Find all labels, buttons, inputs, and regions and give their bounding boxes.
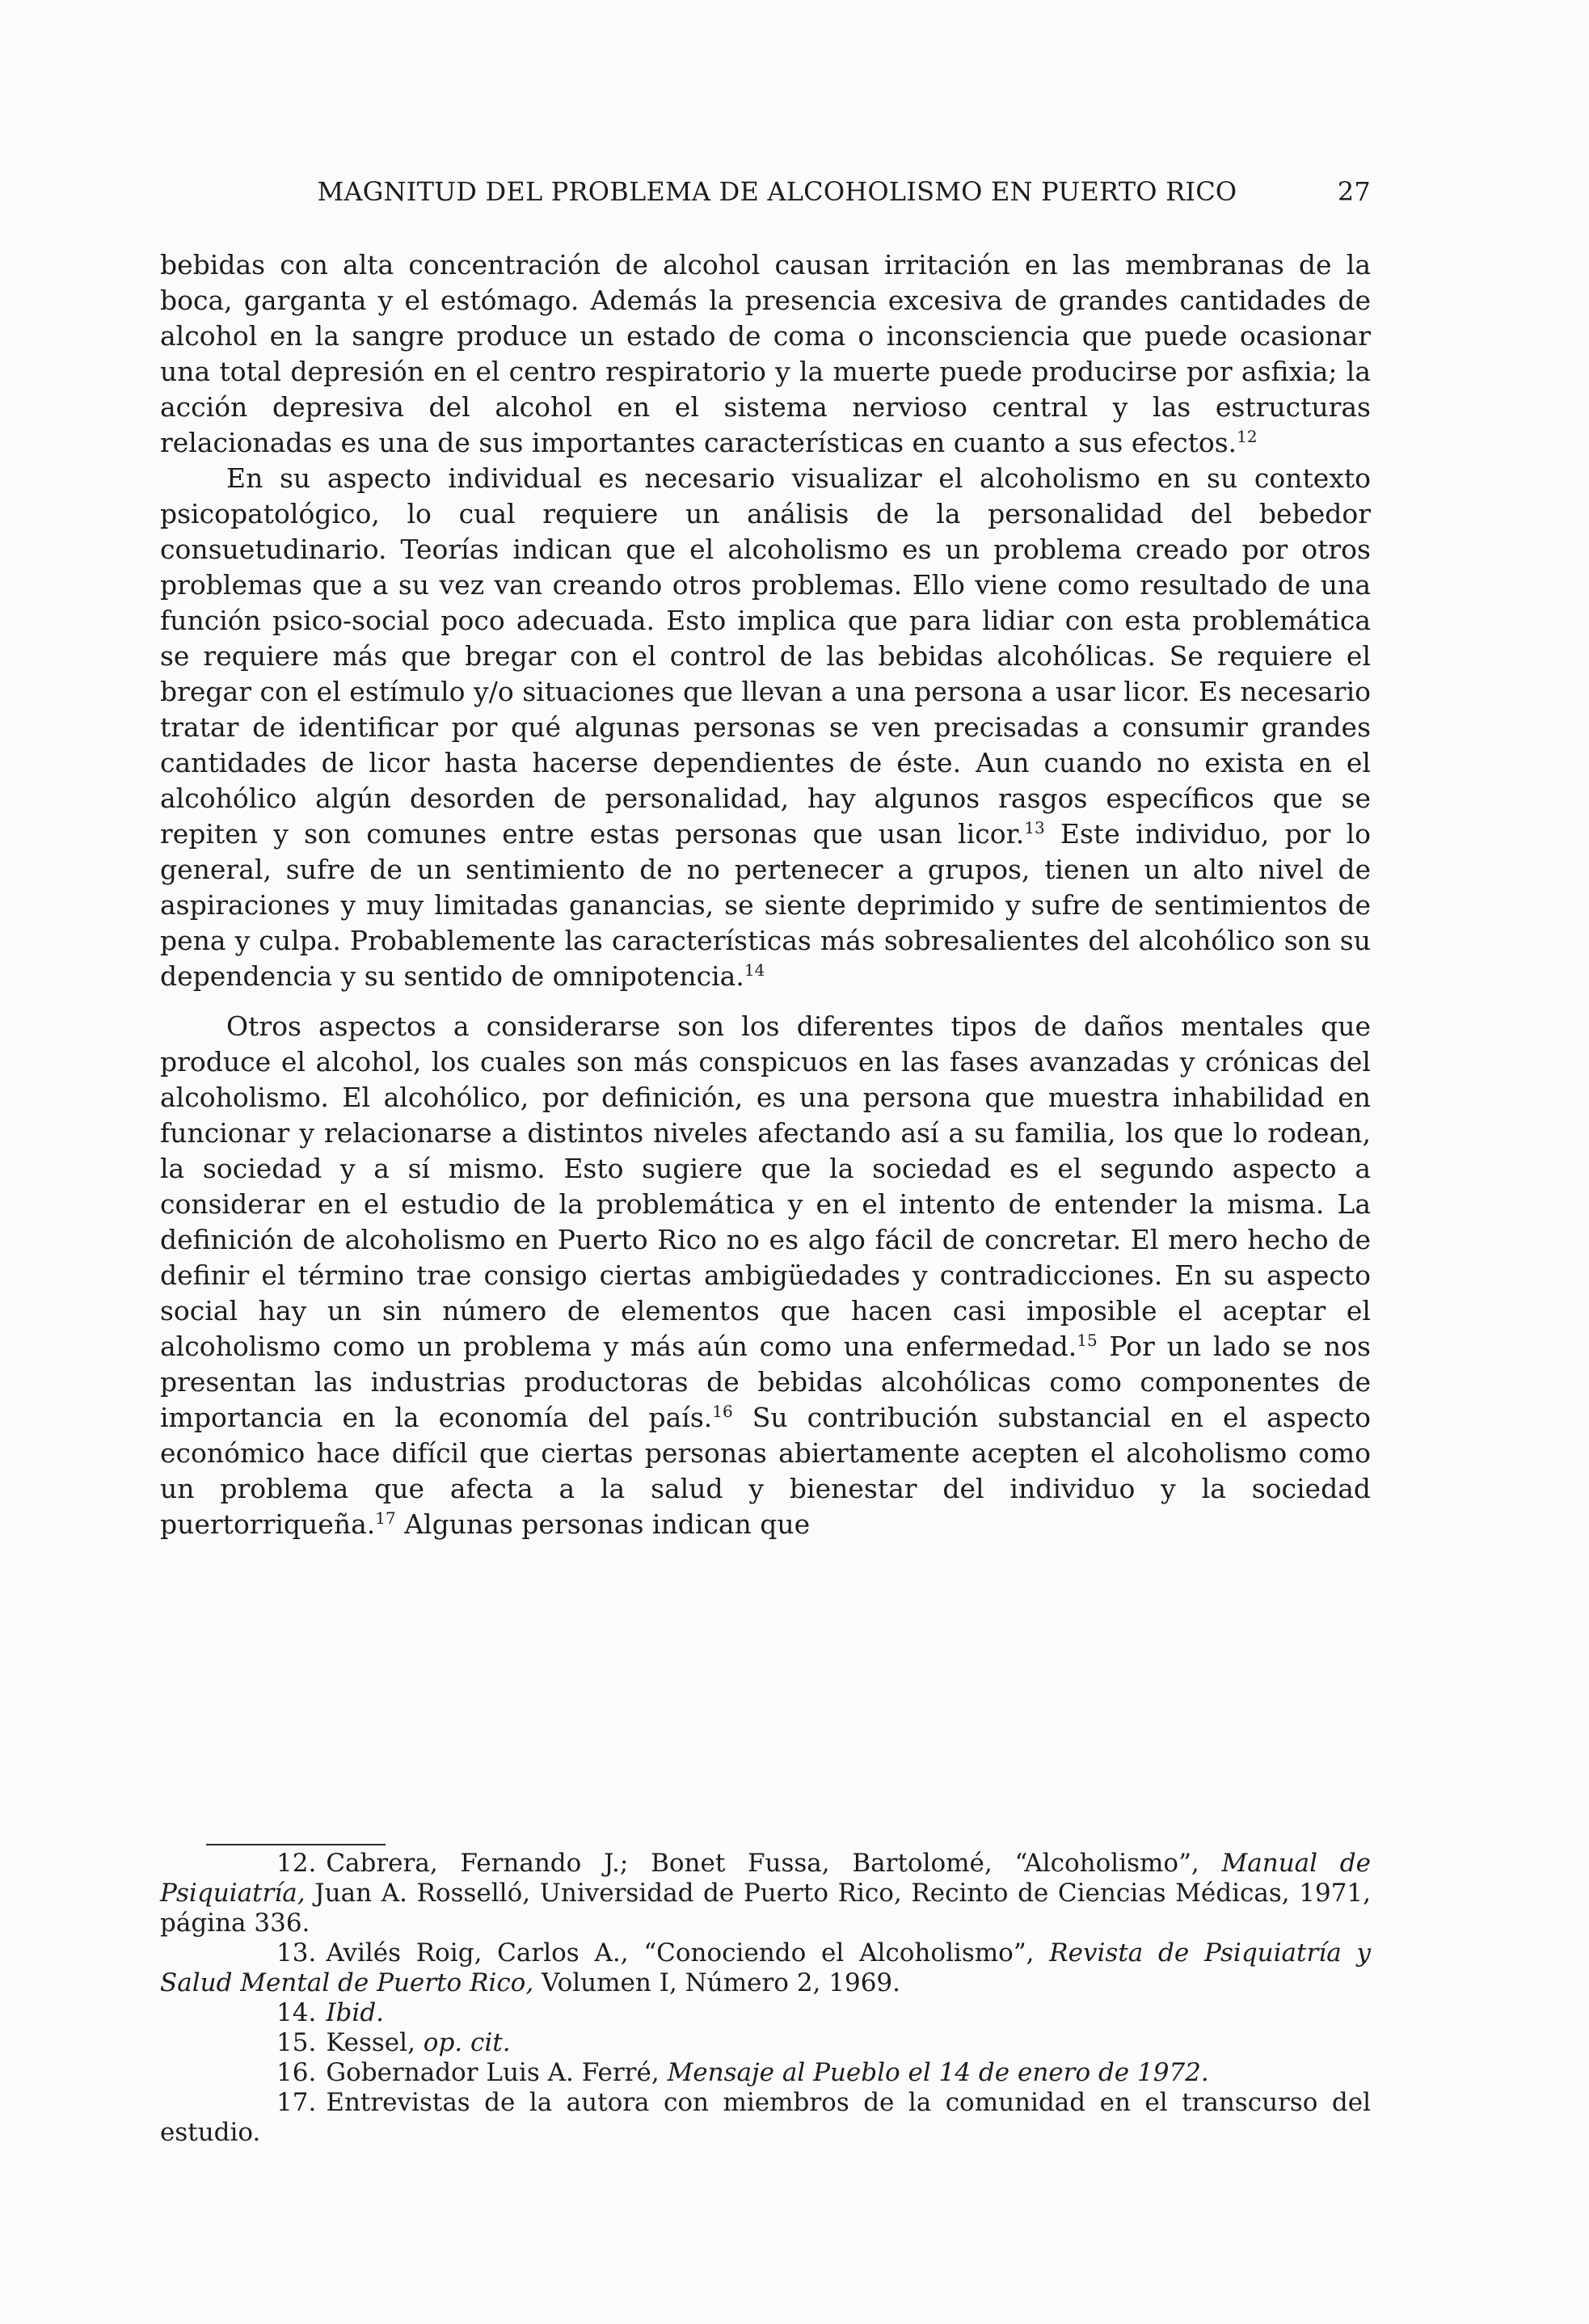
paragraph-2: [160, 461, 1371, 994]
footnote-number: 14.: [276, 1998, 317, 2027]
footnote-ref-16: 16: [712, 1402, 733, 1421]
footnote-ref-15: 15: [1077, 1331, 1098, 1350]
paragraph-2-text-a: En su aspecto individual es necesario visualizar el alcoholismo en su contexto psicopatológico, lo cual requiere un análisis de la personalidad del bebedor consuetudinario. Teorías indican que el alcoholismo es un problema creado por otros problemas que a su vez van creando otros problemas. Ello viene como resultado de una función psico-social poco adecuada. Esto implica que para lidiar con esta problemática se requiere más que bregar con el control de las bebidas alcohólicas. Se requiere el bregar con el estímulo y/o situaciones que llevan a una persona a usar licor. Es necesario tratar de identificar por qué algunas personas se ven precisadas a consumir grandes cantidades de licor hasta hacerse dependientes de éste. Aun cuando no exista en el alcohólico algún desorden de personalidad, hay algunos rasgos específicos que se repiten y son comunes entre estas personas que usan licor.: [160, 462, 1371, 850]
footnote-number: 16.: [276, 2058, 317, 2087]
running-head-title: MAGNITUD DEL PROBLEMA DE ALCOHOLISMO EN PUERTO RICO: [317, 176, 1237, 207]
footnote-number: 17.: [276, 2088, 317, 2117]
footnote-text: Kessel,: [326, 2028, 424, 2057]
page-number: 27: [1337, 176, 1371, 207]
footnote-title: Revista de Psiquiatría y Salud Mental de Puerto Rico,: [160, 1938, 1371, 1997]
footnote-number: 12.: [276, 1849, 317, 1878]
footnote-text-end: Juan A. Rosselló, Universidad de Puerto Rico, Recinto de Ciencias Médicas, 1971, página 336.: [160, 1879, 1371, 1938]
paragraph-3-text-a: Otros aspectos a considerarse son los diferentes tipos de daños mentales que produce el alcohol, los cuales son más conspicuos en las fases avanzadas y crónicas del alcoholismo. El alcohólico, por definición, es una persona que muestra inhabilidad en funcionar y relacionarse a distintos niveles afectando así a su familia, los que lo rodean, la sociedad y a sí mismo. Esto sugiere que la sociedad es el segundo aspecto a considerar en el estudio de la problemática y en el intento de entender la misma. La definición de alcoholismo en Puerto Rico no es algo fácil de concretar. El mero hecho de definir el término trae consigo ciertas ambigüedades y contradicciones. En su aspecto social hay un sin número de elementos que hacen casi imposible el aceptar el alcoholismo como un problema y más aún como una enfermedad.: [160, 1010, 1371, 1362]
footnote-number: 13.: [276, 1938, 317, 1968]
footnote-ref-17: 17: [375, 1508, 396, 1528]
footnote-ref-14: 14: [744, 960, 765, 980]
footnote: [160, 1998, 1371, 2028]
paragraph-3: [160, 1009, 1371, 1542]
footnote: [160, 2058, 1371, 2088]
footnote: [160, 1849, 1371, 1938]
footnote-text: Entrevistas de la autora con miembros de la comunidad en el transcurso del estudio.: [160, 2088, 1371, 2147]
footnote: [160, 1938, 1371, 1998]
footnote: [160, 2028, 1371, 2058]
running-head: [160, 176, 1371, 215]
footnote-text: Gobernador Luis A. Ferré,: [326, 2058, 668, 2087]
body-text: [160, 247, 1371, 1542]
footnote-number: 15.: [276, 2028, 317, 2057]
footnotes: [160, 1849, 1371, 2148]
footnote: [160, 2088, 1371, 2148]
footnote-ref-13: 13: [1024, 818, 1045, 837]
paragraph-1: [160, 247, 1371, 461]
paragraph-2-text-b: Este individuo, por lo general, sufre de un sentimiento de no pertenecer a grupos, tienen un alto nivel de aspiraciones y muy limitadas ganancias, se siente deprimido y sufre de sentimientos de pena y culpa. Probablemente las características más sobresalientes del alcohólico son su dependencia y su sentido de omnipotencia.: [160, 818, 1371, 992]
footnote-divider: [206, 1844, 386, 1845]
footnote-text: Avilés Roig, Carlos A., “Conociendo el Alcoholismo”,: [326, 1938, 1050, 1968]
footnote-title: Mensaje al Pueblo el 14 de enero de 1972.: [667, 2058, 1209, 2087]
footnote-ref-12: 12: [1237, 427, 1258, 446]
paragraph-3-text-b: Por un lado se nos presentan las industrias productoras de bebidas alcohólicas como componentes de importancia en la economía del país.: [160, 1331, 1371, 1433]
paragraph-3-text-d: Algunas personas indican que: [395, 1508, 811, 1540]
footnote-title: op. cit.: [423, 2028, 511, 2057]
footnote-text-end: Volumen I, Número 2, 1969.: [533, 1968, 901, 1997]
footnote-title: Manual de Psiquiatría,: [160, 1849, 1371, 1908]
paragraph-3-text-c: Su contribución substancial en el aspecto económico hace difícil que ciertas personas abiertamente acepten el alcoholismo como un problema que afecta a la salud y bienestar del individuo y la sociedad puertorriqueña.: [160, 1402, 1371, 1540]
footnote-text: Cabrera, Fernando J.; Bonet Fussa, Bartolomé, “Alcoholismo”,: [326, 1849, 1222, 1878]
paragraph-1-text: bebidas con alta concentración de alcohol causan irritación en las membranas de la boca, garganta y el estómago. Además la presencia excesiva de grandes cantidades de alcohol en la sangre produce un estado de coma o inconsciencia que puede ocasionar una total depresión en el centro respiratorio y la muerte puede producirse por asfixia; la acción depresiva del alcohol en el sistema nervioso central y las estructuras relacionadas es una de sus importantes características en cuanto a sus efectos.: [160, 249, 1371, 458]
footnote-title: Ibid.: [326, 1998, 385, 2027]
